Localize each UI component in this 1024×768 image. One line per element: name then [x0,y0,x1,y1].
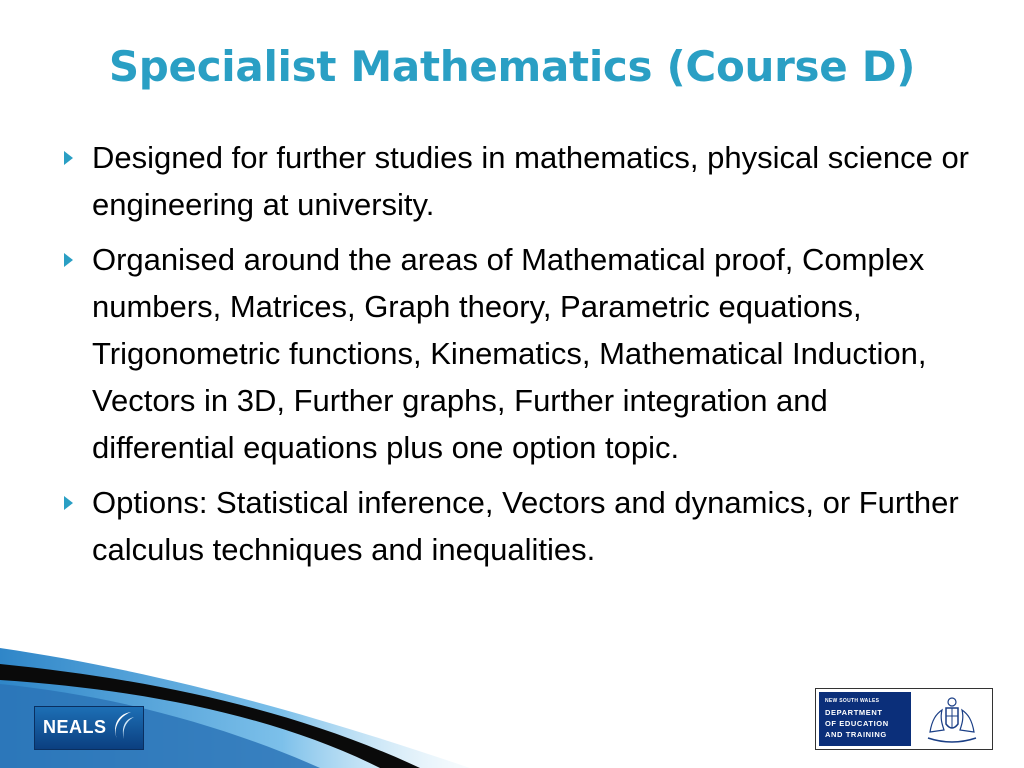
department-logo-line: AND TRAINING [825,730,887,739]
bullet-item [64,134,974,228]
department-logo-line: DEPARTMENT [825,708,883,717]
department-logo-panel [819,692,911,746]
bullet-list [64,134,974,581]
triangle-right-icon [64,496,73,510]
bullet-text: Options: Statistical inference, Vectors and dynamics, or Further calculus techniques and inequalities. [92,485,959,567]
department-logo-state: NEW SOUTH WALES [825,698,880,704]
coat-of-arms-icon [916,692,988,746]
triangle-right-icon [64,151,73,165]
neals-logo-text: NEALS [43,717,107,737]
department-logo [815,688,993,750]
slide-title: Specialist Mathematics (Course D) [108,42,916,91]
arc-icon [107,709,137,745]
bullet-item [64,479,974,573]
neals-logo [34,706,144,750]
bullet-item [64,236,974,471]
department-logo-line: OF EDUCATION [825,719,889,728]
bullet-text: Designed for further studies in mathematics, physical science or engineering at university. [92,140,970,222]
triangle-right-icon [64,253,73,267]
bullet-text: Organised around the areas of Mathematical proof, Complex numbers, Matrices, Graph theory, Parametric equations, Trigonometric functions, Kinematics, Mathematical Induction, Vectors in 3D, Further graphs, Further integration and differential equations plus one option topic. [92,242,927,465]
